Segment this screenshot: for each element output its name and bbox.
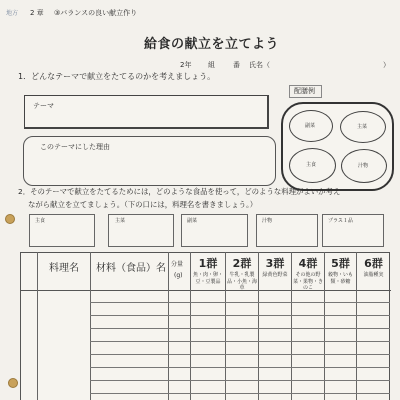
group-3-description: 緑黄色野菜 (262, 272, 288, 278)
col-header-amount-unit: (g) (174, 272, 183, 279)
name-close: ） (383, 61, 390, 69)
group-1-description: 魚・肉・卵・豆・豆製品 (192, 272, 223, 285)
theme-box[interactable] (24, 95, 269, 129)
col-header-ingredients: 材料（食品）名 (96, 263, 166, 274)
dish-shushoku-label: 主食 (306, 162, 317, 168)
col-header-group-1 (191, 255, 225, 285)
header-tag: 地方 (6, 10, 19, 17)
dish-shiru-label: 汁物 (358, 163, 369, 169)
col-header-group-4 (292, 255, 324, 292)
layout-example-title: 配膳例 (294, 87, 315, 95)
question-1: 1．どんなテーマで献立をたてるのかを考えましょう。 (18, 72, 216, 81)
col-header-dish: 料理名 (49, 263, 79, 274)
group-5-description: 穀物・いも類・砂糖 (327, 272, 353, 285)
group-6-description: 油脂種実 (363, 272, 384, 278)
group-4-description: その他の野菜・果物・きのこ (292, 272, 323, 291)
menu-box-shusai-label: 主菜 (115, 218, 126, 224)
page-title: 給食の献立を立てよう (144, 37, 280, 52)
menu-box-plus-one-label: プラス１品 (328, 218, 353, 224)
group-2-number: 2群 (232, 257, 252, 270)
name-field[interactable] (276, 60, 380, 70)
question-2-line-2: ながら献立を立てましょう。（下の口には，料理名を書きましょう。） (28, 200, 258, 209)
header-section: ③バランスの良い献立作り (54, 9, 138, 17)
header-chapter: 2 章 (30, 9, 44, 17)
reason-label: このテーマにした理由 (40, 143, 110, 151)
col-header-group-6 (357, 255, 390, 279)
group-1-number: 1群 (198, 257, 218, 270)
col-header-group-2 (226, 255, 258, 292)
dish-shusai-label: 主菜 (357, 124, 368, 130)
dish-fukusai-label: 副菜 (305, 123, 316, 129)
menu-box-fukusai-label: 副菜 (187, 218, 198, 224)
group-2-description: 牛乳・乳製品・小魚・海草 (226, 272, 257, 291)
group-5-number: 5群 (331, 257, 350, 270)
class-label: 組 (208, 61, 215, 69)
ingredients-column-cells[interactable] (91, 290, 168, 400)
group-columns-cells[interactable] (191, 290, 390, 400)
punch-hole-bottom (8, 378, 18, 388)
dish-name-column-cells[interactable] (38, 290, 90, 400)
menu-box-shiru-label: 汁物 (262, 218, 273, 224)
name-label: 氏名（ (249, 61, 270, 69)
group-6-number: 6群 (364, 257, 383, 270)
question-2-line-1: 2．そのテーマで献立をたてるためには，どのような食品を使って，どのような料理がよいか考え (18, 187, 341, 196)
group-4-number: 4群 (298, 257, 318, 270)
number-label: 番 (233, 61, 240, 69)
amount-column-cells[interactable] (169, 290, 190, 400)
group-3-number: 3群 (265, 257, 285, 270)
col-header-group-3 (259, 255, 291, 279)
grade-label: 2年 (180, 61, 192, 69)
menu-box-shushoku-label: 主食 (35, 218, 46, 224)
col-header-amount: 分量 (171, 261, 184, 268)
col-header-group-5 (325, 255, 356, 285)
theme-label: テーマ (33, 102, 54, 110)
punch-hole-top (5, 214, 15, 224)
